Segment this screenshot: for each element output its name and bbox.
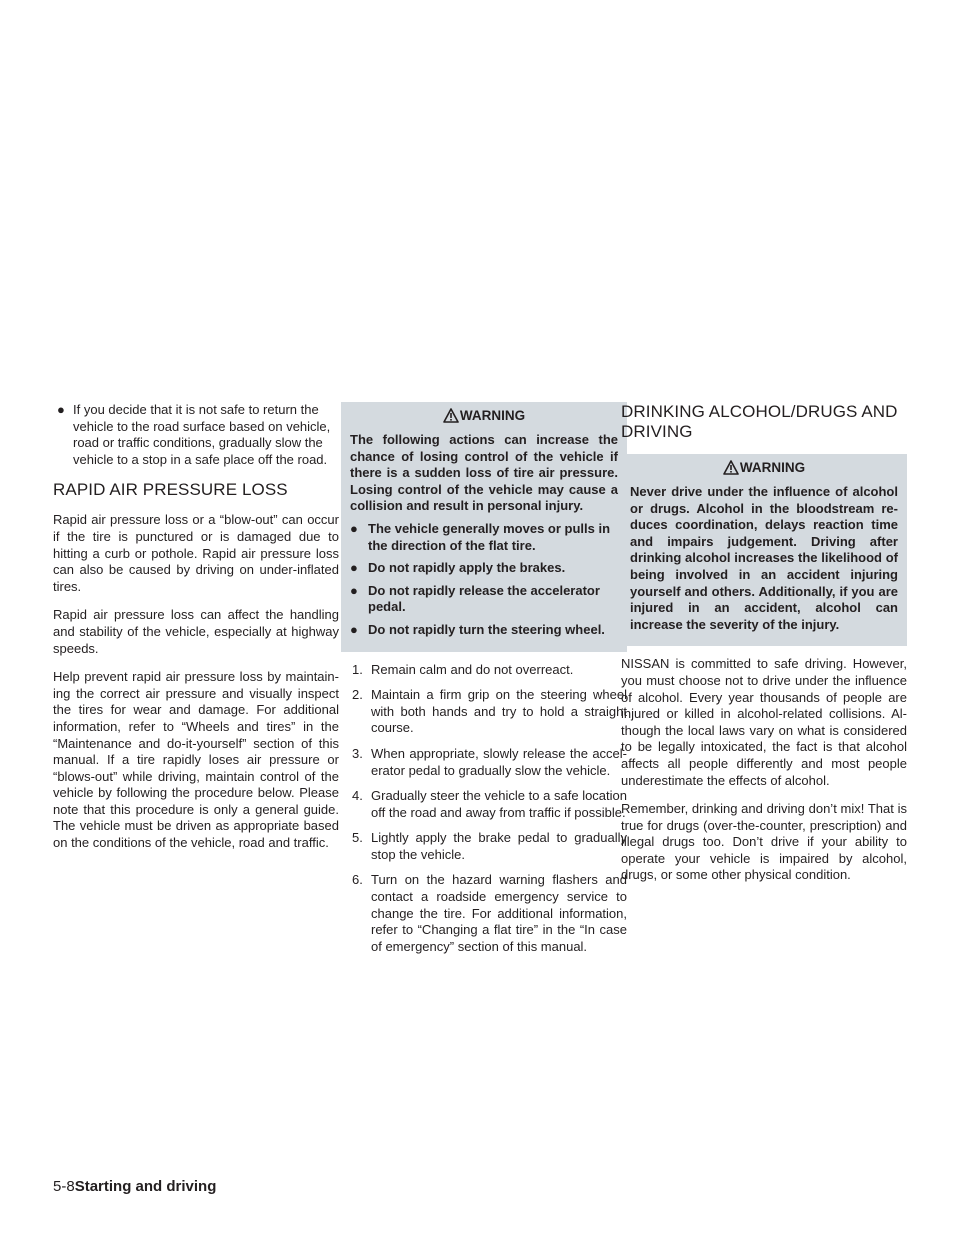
step-item <box>341 872 627 955</box>
step-number: 3. <box>352 745 363 761</box>
warning-bullet <box>350 622 618 639</box>
paragraph: Remember, drinking and driving don’t mix! That is true for drugs (over-the-counter, prescription) and illegal drugs too. Don’t drive if your ability to operate your vehicle is impaired by alcohol, drugs, or some other physical condition. <box>621 801 907 883</box>
paragraph: NISSAN is committed to safe driving. However, you must choose not to drive under the influence of alcohol. Every year thousands of people are injured or killed in alcohol-related collisions. Al-though the local laws vary on what is considered to be legally intoxicated, the fact is that alcohol affects all people differently and most people underestimate the effects of alcohol. <box>621 656 907 788</box>
column-middle <box>341 402 627 964</box>
procedure-steps <box>341 662 627 956</box>
warning-bullet <box>350 521 618 554</box>
step-number: 6. <box>352 872 363 888</box>
warning-header <box>350 407 618 425</box>
page-number: 5-8 <box>53 1178 75 1195</box>
step-number: 4. <box>352 788 363 804</box>
warning-bullet-text: Do not rapidly turn the steering wheel. <box>368 621 605 637</box>
warning-header <box>630 459 898 477</box>
warning-text: Never drive under the influence of alcohol or drugs. Alcohol in the bloodstream re-duces coordination, delays reaction time and impairs judgement. Driving after drinking alcohol increases the likelihood of being involved in an accident injuring yourself and others. Additionally, if you are injured in an accident, alcohol can increase the severity of the injury. <box>630 484 898 632</box>
paragraph: Rapid air pressure loss or a “blow-out” can occur if the tire is punctured or is damaged due to hitting a curb or pothole. Rapid air pressure loss can also be caused by driving on under-inflated tires. <box>53 512 339 594</box>
step-item <box>341 746 627 779</box>
warning-title: WARNING <box>459 408 526 423</box>
warning-triangle-icon <box>723 460 739 475</box>
bullet-icon: ● <box>350 560 358 576</box>
warning-triangle-icon <box>443 408 459 423</box>
paragraph: Help prevent rapid air pressure loss by maintain-ing the correct air pressure and visually inspect the tires for wear and damage. For additional information, refer to “Wheels and tires” in the “Maintenance and do-it-yourself” section of this manual. If a tire rapidly loses air pressure or “blows-out” while driving, maintain control of the vehicle by following the procedure below. Please note that this procedure is only a general guide. The vehicle must be driven as appropriate based on the conditions of the vehicle, road and traffic. <box>53 669 339 851</box>
column-left <box>53 402 339 864</box>
step-item <box>341 687 627 737</box>
warning-bullet-text: Do not rapidly release the accelerator pedal. <box>368 582 600 615</box>
step-text: Lightly apply the brake pedal to gradually stop the vehicle. <box>371 830 627 862</box>
page-footer <box>53 1178 216 1196</box>
bullet-icon: ● <box>350 520 358 536</box>
warning-intro: The following actions can increase the chance of losing control of the vehicle if there is a sudden loss of tire air pressure. Losing control of the vehicle may cause a collision and result in personal injury. <box>350 432 618 514</box>
warning-bullet <box>350 583 618 616</box>
step-item <box>341 662 627 679</box>
warning-bullet-text: Do not rapidly apply the brakes. <box>368 560 566 576</box>
column-right <box>621 402 907 896</box>
warning-box <box>621 454 907 646</box>
step-number: 1. <box>352 661 363 677</box>
bullet-icon: ● <box>350 582 358 598</box>
bullet-icon: ● <box>57 402 65 417</box>
step-text: Remain calm and do not overreact. <box>371 661 574 677</box>
step-item <box>341 830 627 863</box>
section-heading-rapid-air-pressure-loss: RAPID AIR PRESSURE LOSS <box>53 480 288 500</box>
warning-bullet <box>350 560 618 577</box>
step-item <box>341 788 627 821</box>
warning-box <box>341 402 627 652</box>
warning-bullet-text: The vehicle generally moves or pulls in the direction of the flat tire. <box>368 520 611 553</box>
section-title: Starting and driving <box>74 1178 217 1195</box>
warning-title: WARNING <box>739 460 806 475</box>
section-heading-drinking-alcohol: DRINKING ALCOHOL/DRUGS AND DRIVING <box>621 402 898 441</box>
list-item <box>53 402 339 468</box>
step-number: 5. <box>352 830 363 846</box>
step-text: Turn on the hazard warning flashers and contact a roadside emergency service to change the tire. For additional information, refer to “Changing a flat tire” in the “In case of emergency” section of this manual. <box>371 872 627 954</box>
step-text: Gradually steer the vehicle to a safe location off the road and away from traffic if possible. <box>371 788 627 820</box>
bullet-icon: ● <box>350 621 358 637</box>
step-number: 2. <box>352 687 363 703</box>
step-text: Maintain a firm grip on the steering wheel with both hands and try to hold a straight course. <box>371 687 627 736</box>
bullet-text: If you decide that it is not safe to return the vehicle to the road surface based on vehicle, road or traffic conditions, gradually slow the vehicle to a stop in a safe place off the road. <box>73 402 331 467</box>
step-text: When appropriate, slowly release the accel-erator pedal to gradually slow the vehicle. <box>371 745 627 778</box>
paragraph: Rapid air pressure loss can affect the handling and stability of the vehicle, especially at highway speeds. <box>53 607 339 656</box>
